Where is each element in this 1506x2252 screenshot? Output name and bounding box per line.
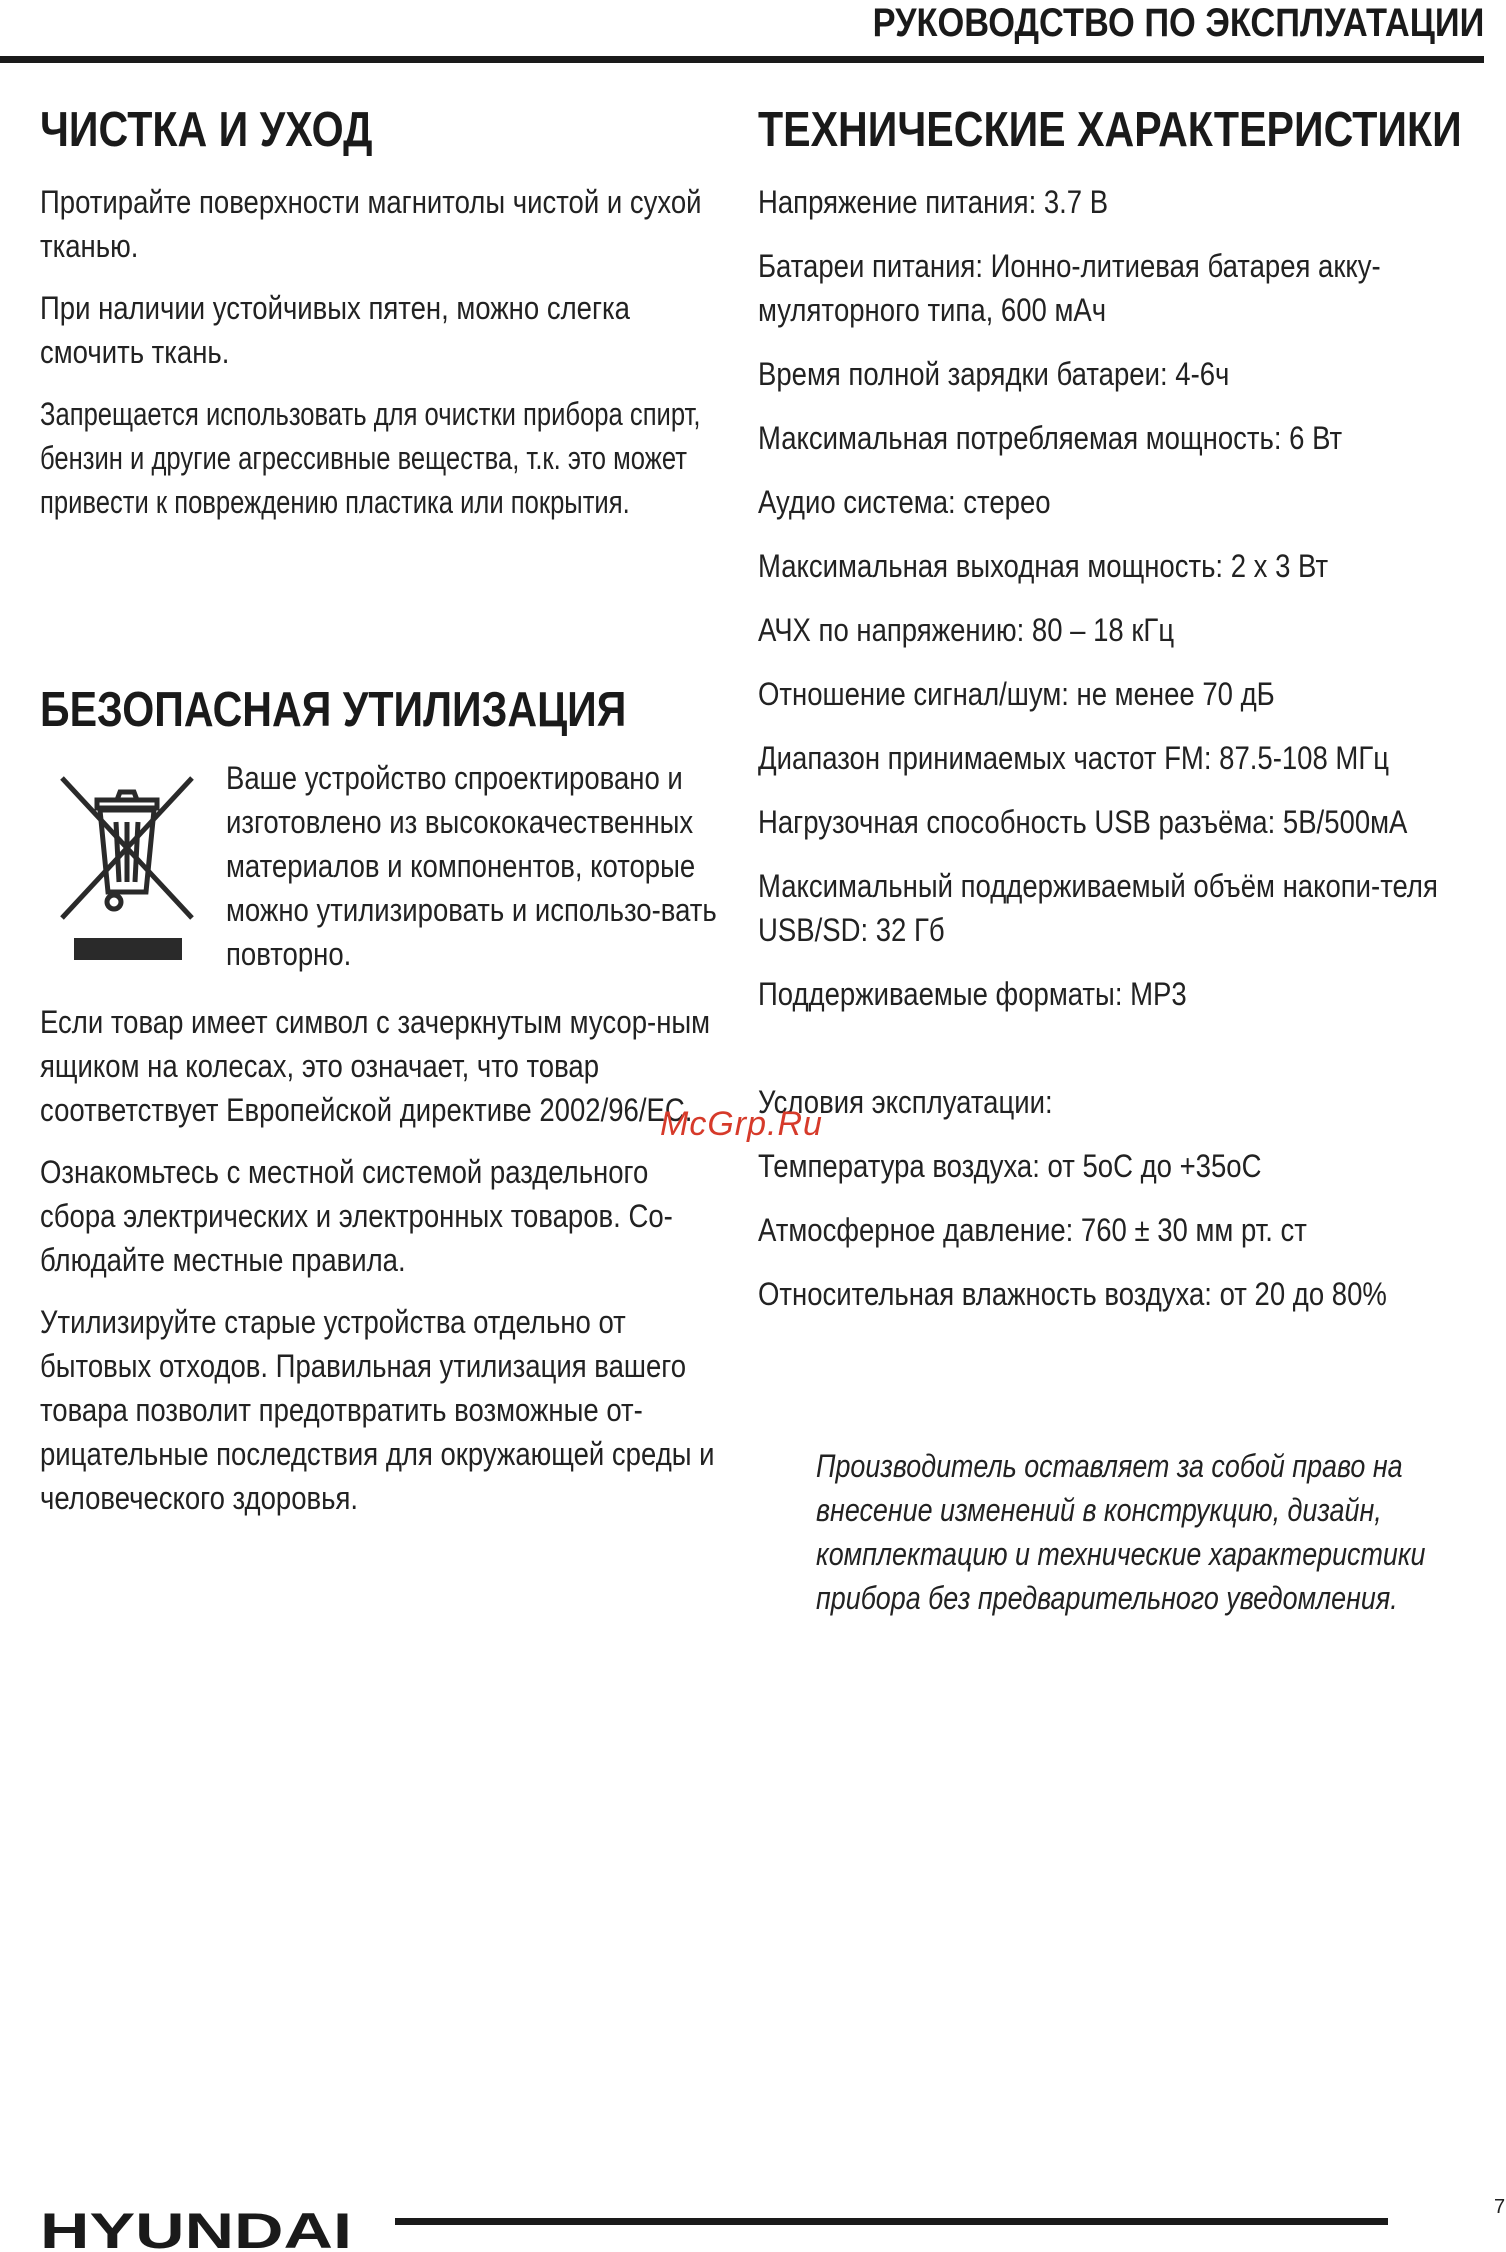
document-header-title: РУКОВОДСТВО ПО ЭКСПЛУАТАЦИИ (872, 1, 1484, 45)
crossed-bin-icon (52, 770, 202, 970)
condition-item: Температура воздуха: от 5оС до +35оС (758, 1148, 1262, 1184)
manufacturer-note: Производитель оставляет за собой право на внесение изменений в конструкцию, дизайн, комплектацию и технические характеристики прибора без предварительного уведомления. (816, 1448, 1426, 1616)
disposal-intro-block (226, 756, 726, 976)
spec-item: Нагрузочная способность USB разъёма: 5В/500мА (758, 804, 1408, 840)
spec-item: Аудио система: стерео (758, 484, 1051, 520)
spec-item: АЧХ по напряжению: 80 – 18 кГц (758, 612, 1175, 648)
header-rule (0, 56, 1484, 63)
specs-section (758, 100, 1478, 1316)
condition-item: Относительная влажность воздуха: от 20 до 80% (758, 1276, 1387, 1312)
brand-logo-text: HYUNDAI (40, 2208, 352, 2252)
cleaning-paragraph-2: При наличии устойчивых пятен, можно слегка смочить ткань. (40, 290, 630, 370)
cleaning-heading: ЧИСТКА И УХОД (40, 103, 373, 157)
cleaning-paragraph-3: Запрещается использовать для очистки прибора спирт, бензин и другие агрессивные вещества, т.к. это может привести к повреждению пластика или покрытия. (40, 396, 701, 520)
cleaning-paragraph-1: Протирайте поверхности магнитолы чистой и сухой тканью. (40, 184, 702, 264)
condition-item: Атмосферное давление: 760 ± 30 мм рт. ст (758, 1212, 1307, 1248)
disposal-paragraphs (40, 1000, 720, 1520)
spec-item: Время полной зарядки батареи: 4-6ч (758, 356, 1230, 392)
footer-rule (395, 2218, 1388, 2225)
disposal-heading: БЕЗОПАСНАЯ УТИЛИЗАЦИЯ (40, 683, 627, 737)
spec-item: Максимальная потребляемая мощность: 6 Вт (758, 420, 1343, 456)
spec-item: Диапазон принимаемых частот FM: 87.5-108 МГц (758, 740, 1390, 776)
spec-item: Батареи питания: Ионно-литиевая батарея акку-мулятoрного типа, 600 мАч (758, 248, 1381, 328)
specs-heading: ТЕХНИЧЕСКИЕ ХАРАКТЕРИСТИКИ (758, 103, 1462, 157)
spec-item: Максимальный поддерживаемый объём накопи-теля USB/SD: 32 Гб (758, 868, 1438, 948)
disposal-section (40, 680, 720, 740)
spec-item: Максимальная выходная мощность: 2 х 3 Вт (758, 548, 1329, 584)
disposal-paragraph-2: Ознакомьтесь с местной системой раздельного сбора электрических и электронных товаров. Со-блюдайте местные правила. (40, 1154, 673, 1278)
conditions-label: Условия эксплуатации: (758, 1084, 1053, 1120)
spec-item: Поддерживаемые форматы: MP3 (758, 976, 1187, 1012)
spec-item: Отношение сигнал/шум: не менее 70 дБ (758, 676, 1275, 712)
disposal-paragraph-3: Утилизируйте старые устройства отдельно от бытовых отходов. Правильная утилизация вашего товара позволит предотвратить возможные от-рицательные последствия для окружающей среды и человеческого здоровья. (40, 1304, 715, 1516)
spec-item: Напряжение питания: 3.7 В (758, 184, 1109, 220)
cleaning-section (40, 100, 720, 524)
disposal-paragraph-1: Если товар имеет символ с зачеркнутым мусор-ным ящиком на колесах, это означает, что товар соответствует Европейской директиве 2002/96/EC. (40, 1004, 711, 1128)
page-number: 7 (1494, 2196, 1506, 2218)
watermark-text: McGrp.Ru (660, 1105, 823, 1143)
brand-logo (40, 2208, 360, 2252)
disposal-intro: Ваше устройство спроектировано и изготовлено из высококачественных материалов и компонентов, которые можно утилизировать и использо-вать повторно. (226, 760, 717, 972)
